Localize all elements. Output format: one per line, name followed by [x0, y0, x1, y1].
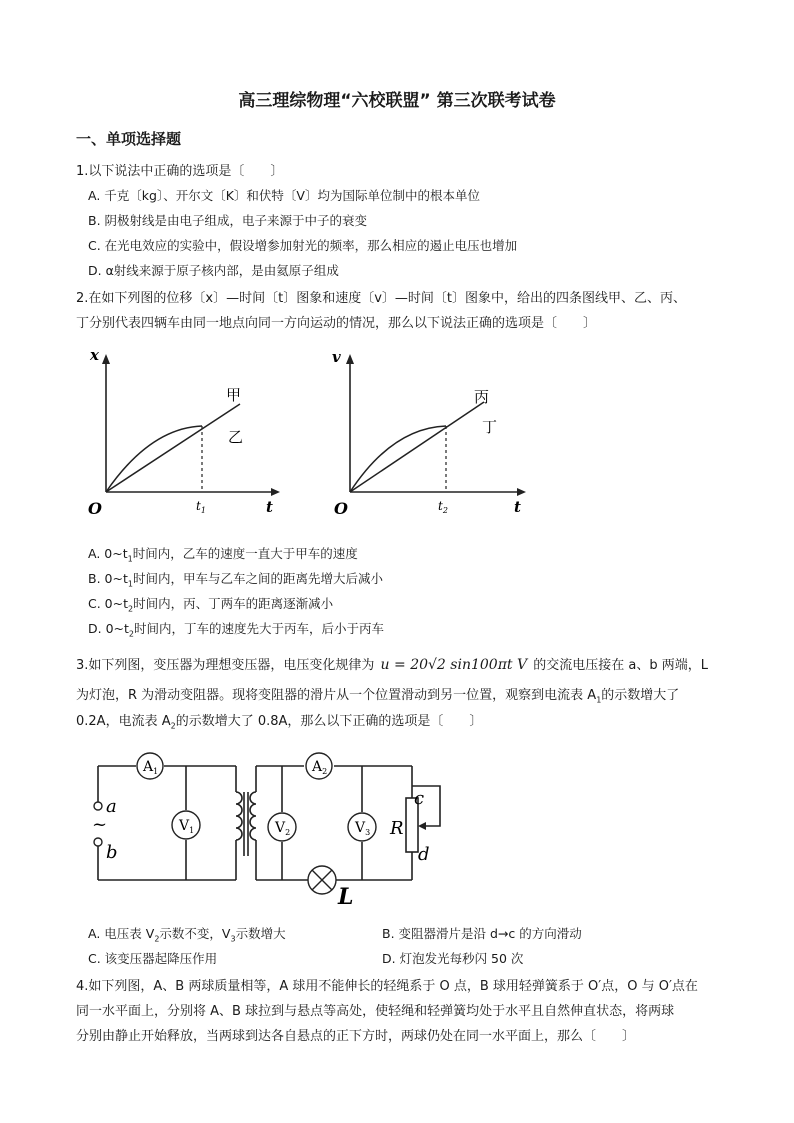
origin-label: O [334, 499, 348, 518]
label-ding: 丁 [482, 418, 498, 436]
q3-option-a: A. 电压表 $V_2$示数不变，$V_3$示数增大 [88, 926, 286, 944]
label-bing: 丙 [474, 388, 490, 406]
svg-text:V3: $V_3$ [355, 820, 371, 837]
q3-stem-line3: 0.2A，电流表 $A_2$的示数增大了 0.8A，那么以下正确的选项是〔 〕 [76, 714, 483, 731]
q4-stem-line2: 同一水平面上，分别将 A、B 球拉到与悬点等高处，使轻绳和轻弹簧均处于水平且自然伸直状态，将两球 [76, 1004, 675, 1019]
q3-stem-line2: 为灯泡，R 为滑动变阻器。现将变阻器的滑片从一个位置滑动到另一位置，观察到电流表 $A_1$的示数增大了 [76, 688, 680, 705]
xt-graph [80, 340, 290, 520]
voltage-formula: u = 20√2 sin100πt V [380, 657, 528, 673]
label-c: c [414, 788, 425, 809]
label-d: d [418, 844, 430, 865]
q3-option-b: B. 变阻器滑片是沿 d→c 的方向滑动 [382, 926, 582, 941]
label-a: a [106, 796, 117, 817]
axis-t-label: t [514, 498, 521, 516]
tick-t1: $t_1$ [196, 499, 206, 515]
origin-label: O [88, 499, 102, 518]
q2-stem-line2: 丁分别代表四辆车由同一地点向同一方向运动的情况，那么以下说法正确的选项是〔 〕 [76, 316, 597, 331]
q1-option-b: B. 阴极射线是由电子组成，电子来源于中子的衰变 [88, 213, 368, 228]
vt-graph [326, 340, 536, 520]
q1-option-c: C. 在光电效应的实验中，假设增参加射光的频率，那么相应的遏止电压也增加 [88, 238, 518, 253]
exam-title: 高三理综物理“六校联盟” 第三次联考试卷 [238, 91, 556, 111]
label-r: R [390, 818, 404, 839]
label-ac-tilde: ~ [92, 814, 108, 835]
q3-option-d: D. 灯泡发光每秒闪 50 次 [382, 951, 524, 966]
q1-stem: 1.以下说法中正确的选项是〔 〕 [76, 164, 284, 179]
axis-x-label: x [90, 346, 99, 364]
section-heading: 一、单项选择题 [76, 130, 182, 148]
q4-stem-line1: 4.如下列图，A、B 两球质量相等，A 球用不能伸长的轻绳系于 O 点，B 球用轻弹簧系于 O′点，O 与 O′点在 [76, 979, 698, 994]
terminal-a [94, 802, 102, 810]
svg-text:V1: $V_1$ [179, 818, 195, 835]
q3-option-c: C. 该变压器起降压作用 [88, 951, 218, 966]
q2-option-a: A. $0\sim t_1$时间内，乙车的速度一直大于甲车的速度 [88, 546, 358, 564]
label-jia: 甲 [226, 386, 242, 404]
axis-v-label: v [332, 348, 341, 366]
q1-option-a: A. 千克〔kg〕、开尔文〔K〕和伏特〔V〕均为国际单位制中的根本单位 [88, 188, 480, 203]
label-yi: 乙 [228, 428, 244, 446]
q4-stem-line3: 分别由静止开始释放，当两球到达各自悬点的正下方时，两球仍处在同一水平面上，那么〔 〕 [76, 1029, 636, 1044]
svg-text:A1: $A_1$ [143, 759, 159, 776]
q1-option-d: D. α射线来源于原子核内部，是由氦原子组成 [88, 263, 339, 278]
q2-option-c: C. $0\sim t_2$时间内，丙、丁两车的距离逐渐减小 [88, 596, 334, 614]
tick-t2: $t_2$ [438, 499, 448, 515]
q2-option-d: D. $0\sim t_2$时间内，丁车的速度先大于丙车，后小于丙车 [88, 621, 385, 639]
line-bing [350, 402, 484, 492]
line-jia [106, 404, 240, 492]
label-b: b [106, 842, 118, 863]
q3-stem-line1: 3.如下列图，变压器为理想变压器，电压变化规律为 u = 20√2 sin100πt V 的交流电压接在 a、b 两端，L [76, 657, 708, 673]
label-l: L [338, 884, 354, 910]
svg-text:V2: $V_2$ [275, 820, 291, 837]
transformer-circuit [86, 746, 466, 916]
q2-option-b: B. $0\sim t_1$时间内，甲车与乙车之间的距离先增大后减小 [88, 571, 383, 589]
terminal-b [94, 838, 102, 846]
q2-stem-line1: 2.在如下列图的位移〔x〕—时间〔t〕图象和速度〔v〕—时间〔t〕图象中，给出的四条图线甲、乙、丙、 [76, 291, 686, 306]
axis-t-label: t [266, 498, 273, 516]
svg-text:A2: $A_2$ [312, 759, 328, 776]
